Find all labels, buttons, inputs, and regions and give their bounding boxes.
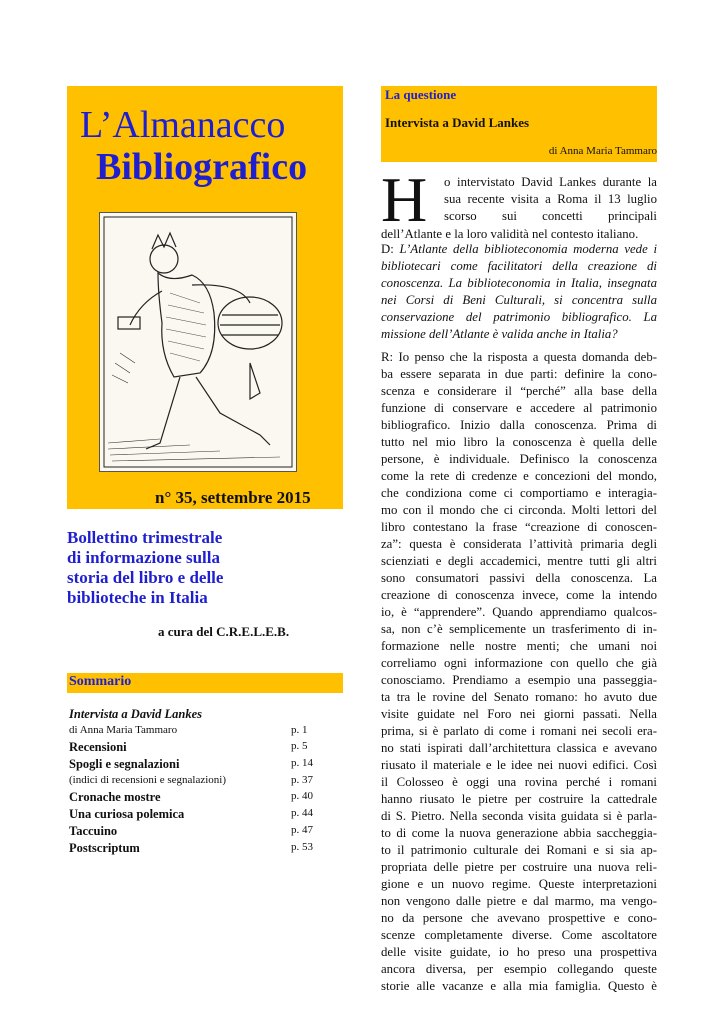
toc-item — [69, 774, 339, 790]
toc-item — [69, 757, 339, 774]
journal-title-line-1: L’Almanacco — [80, 104, 286, 146]
article-author: di Anna Maria Tammaro — [548, 145, 657, 157]
toc-page: p. 44 — [291, 807, 313, 819]
answer-line: prima, si è parlato di come i romani nei secoli era- — [381, 724, 657, 738]
bulletin-subtitle — [67, 528, 343, 608]
answer-line: to di come la nuova generazione abbia saccheggia- — [381, 826, 657, 840]
answer-line: conosciamo. Prendiamo a esempio una passeggia- — [381, 673, 657, 687]
toc-label: Recensioni — [69, 740, 127, 754]
answer-line: che condiziona come ci comportiamo e interagia- — [381, 486, 657, 500]
toc-page: p. 40 — [291, 790, 313, 802]
toc-label: Spogli e segnalazioni — [69, 757, 180, 771]
subtitle-line: storia del libro e delle — [67, 568, 224, 587]
answer-line: propriata delle pietre per costruire una nuova reli- — [381, 860, 657, 874]
issue-number: n° 35, settembre 2015 — [155, 488, 311, 507]
answer-line: scenza e considerare il “perché” alla base della — [381, 384, 657, 398]
table-of-contents — [69, 707, 339, 858]
article-title: Intervista a David Lankes — [385, 115, 530, 130]
toc-page: p. 37 — [291, 774, 313, 786]
answer-line: di S. Pietro. Nella seconda visita guidata si è parla- — [381, 809, 657, 823]
answer-line: creazione di conoscenza invece, come la intendo — [381, 588, 657, 602]
toc-item — [69, 724, 339, 740]
toc-item — [69, 807, 339, 824]
toc-page: p. 47 — [291, 824, 313, 836]
toc-label: Intervista a David Lankes — [69, 707, 202, 721]
answer-line: delle visite guidate, io ho preso una prospettiva — [381, 945, 657, 959]
toc-page: p. 14 — [291, 757, 313, 769]
toc-label: di Anna Maria Tammaro — [69, 724, 178, 736]
answer-line: il Colosseo è oggi una rovina perché i romani — [381, 775, 657, 789]
answer-line: riusato il materiale e le idee nei nuovi edifici. Così — [381, 758, 657, 772]
toc-label: Taccuino — [69, 824, 118, 838]
answer-line: storie alle vacanze e alla mia famiglia. Questo è — [381, 979, 657, 993]
toc-page: p. 5 — [291, 740, 308, 752]
answer-line: hanno riusato le pietre per costruire la cattedrale — [381, 792, 657, 806]
answer-line: scenze completamente diverse. Come ascoltatore — [381, 928, 657, 942]
interview-question — [381, 241, 657, 343]
toc-item — [69, 707, 339, 724]
toc-item — [69, 824, 339, 841]
answer-line: ba essere separata in due parti: definire la cono- — [381, 367, 657, 381]
answer-line: tutto nel mio libro la conoscenza è quella delle — [381, 435, 657, 449]
answer-line: visite guidate nel Foro nei giorni passati. Nella — [381, 707, 657, 721]
answer-line: sa, non c’è semplicemente un trasferimento di in- — [381, 622, 657, 636]
answer-line: formazione nelle nostre menti; che umani noi — [381, 639, 657, 653]
intro-line: o intervistato David Lankes durante la — [444, 175, 657, 189]
answer-line: za”: questa è considerata l’attività primaria degli — [381, 537, 657, 551]
subtitle-line: di informazione sulla — [67, 548, 221, 567]
toc-page: p. 1 — [291, 724, 308, 736]
answer-line: no da persone che avevano prospettive e cono- — [381, 911, 657, 925]
woodcut-drawing — [100, 213, 296, 471]
drop-cap: H — [381, 164, 428, 235]
answer-line: persone, è individuale. Definisco la conoscenza — [381, 452, 657, 466]
question-text: L’Atlante della biblioteconomia moderna vede i bibliotecari come facilitatori della creazione di conoscenza. La biblioteconomia in Italia, insegnata nei Corsi di Beni Culturali, si concentra sulla conservazione del patrimonio bibliografico. La missione dell’Atlante è valida anche in Italia? — [381, 242, 657, 341]
toc-label: Postscriptum — [69, 841, 140, 855]
subtitle-line: biblioteche in Italia — [67, 588, 208, 607]
answer-line: ancora diversa, per esempio collegando queste — [381, 962, 657, 976]
cover-woodcut-illustration — [99, 212, 297, 472]
answer-line: R: Io penso che la risposta a questa domanda deb- — [381, 350, 657, 364]
answer-line: non vengono dalle pietre e dal marmo, ma vengo- — [381, 894, 657, 908]
answer-line: sono consumatori passivi della conoscenza. La — [381, 571, 657, 585]
toc-item — [69, 841, 339, 858]
toc-label: Cronache mostre — [69, 790, 161, 804]
answer-line: no stati ispirati dall’architettura classica e avevano — [381, 741, 657, 755]
question-label: D: — [381, 242, 394, 256]
intro-line: scorso sui concetti principali — [444, 209, 657, 223]
answer-line: correliamo ogni informazione con quello che già — [381, 656, 657, 670]
curator-credit: a cura del C.R.E.L.E.B. — [158, 624, 290, 639]
article-intro — [444, 174, 657, 225]
toc-page: p. 53 — [291, 841, 313, 853]
answer-line: ta tra le rovine del Senato romano: ho avuto due — [381, 690, 657, 704]
summary-title: Sommario — [69, 674, 132, 689]
answer-line: funzione di conservare e accedere al patrimonio — [381, 401, 657, 415]
journal-title-line-2: Bibliografico — [96, 146, 308, 188]
answer-line: libro contestano la frase “creazione di conoscen- — [381, 520, 657, 534]
answer-line: bibliografico. Inizio dalla conoscenza. Prima di — [381, 418, 657, 432]
answer-line: scienziati e degli accademici, mentre tutti gli altri — [381, 554, 657, 568]
answer-line: mo con il mondo che ci circonda. Molti lettori del — [381, 503, 657, 517]
answer-line: come la rete di credenze e concezioni del mondo, — [381, 469, 657, 483]
subtitle-line: Bollettino trimestrale — [67, 528, 223, 547]
interview-answer — [381, 349, 657, 995]
answer-line: io, è “apprendere”. Quando apprendiamo qualcos- — [381, 605, 657, 619]
intro-line: sua recente visita a Roma il 13 luglio — [444, 192, 657, 206]
toc-label: Una curiosa polemica — [69, 807, 185, 821]
toc-label: (indici di recensioni e segnalazioni) — [69, 774, 226, 786]
toc-item — [69, 790, 339, 807]
answer-line: to il patrimonio culturale dei Romani e si sia ap- — [381, 843, 657, 857]
answer-line: gione e un nuovo regime. Queste interpretazioni — [381, 877, 657, 891]
toc-item — [69, 740, 339, 757]
article-intro-tail: dell’Atlante e la loro validità nel contesto italiano. — [381, 227, 639, 241]
section-label: La questione — [385, 87, 457, 102]
